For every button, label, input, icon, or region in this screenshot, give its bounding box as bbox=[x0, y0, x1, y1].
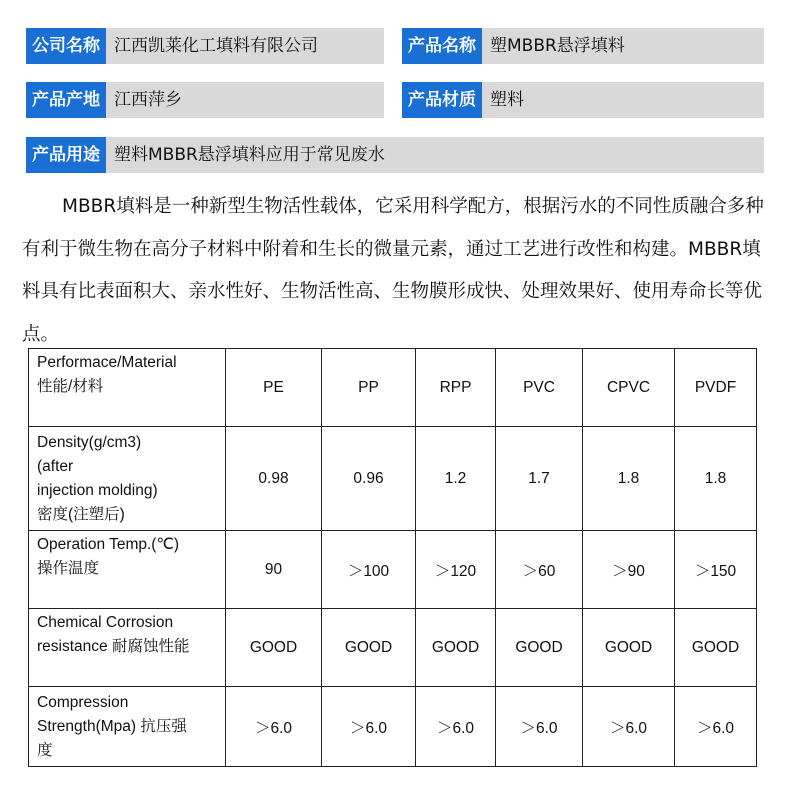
table-cell: ＞60 bbox=[496, 531, 583, 609]
row-label-line: 操作温度 bbox=[37, 560, 100, 577]
row-label-line: 度 bbox=[37, 741, 53, 759]
table-cell: ＞6.0 bbox=[416, 687, 496, 767]
header-label-cell bbox=[29, 349, 226, 427]
product-row bbox=[402, 28, 764, 64]
company-value: 江西凯莱化工填料有限公司 bbox=[106, 28, 384, 64]
row-label-line: Density(g/cm3) bbox=[37, 433, 142, 451]
material-header: PP bbox=[322, 349, 416, 427]
table-cell: GOOD bbox=[226, 609, 322, 687]
table-cell: 1.8 bbox=[583, 427, 675, 531]
intro-paragraph: MBBR填料是一种新型生物活性载体，它采用科学配方，根据污水的不同性质融合多种有利于微生物在高分子材料中附着和生长的微量元素，通过工艺进行改性和构建。MBBR填料具有比表面积大、亲水性好、生物活性高、生物膜形成快、处理效果好、使用寿命长等优点。 bbox=[22, 196, 764, 345]
usage-row bbox=[26, 137, 764, 173]
material-header: PE bbox=[226, 349, 322, 427]
table-row bbox=[29, 531, 757, 609]
table-cell: 1.7 bbox=[496, 427, 583, 531]
material-header: RPP bbox=[416, 349, 496, 427]
origin-label: 产品产地 bbox=[26, 82, 106, 118]
table-cell: ＞6.0 bbox=[675, 687, 757, 767]
table-cell: GOOD bbox=[322, 609, 416, 687]
row-label-line: 密度(注塑后) bbox=[37, 505, 125, 523]
product-label: 产品名称 bbox=[402, 28, 482, 64]
header-label-en: Performace/Material bbox=[37, 354, 177, 371]
origin-value: 江西萍乡 bbox=[106, 82, 384, 118]
table-cell: GOOD bbox=[675, 609, 757, 687]
row-label-line: injection molding) bbox=[37, 481, 158, 499]
table-cell: ＞6.0 bbox=[226, 687, 322, 767]
row-label-line: (after bbox=[37, 457, 74, 475]
material-header: PVDF bbox=[675, 349, 757, 427]
row-label-cell bbox=[29, 427, 226, 531]
origin-row bbox=[26, 82, 384, 118]
table-cell: ＞90 bbox=[583, 531, 675, 609]
row-label-cell bbox=[29, 609, 226, 687]
row-label-line: resistance 耐腐蚀性能 bbox=[37, 638, 190, 655]
product-value: 塑MBBR悬浮填料 bbox=[482, 28, 764, 64]
table-cell: ＞120 bbox=[416, 531, 496, 609]
company-row bbox=[26, 28, 384, 64]
table-cell: GOOD bbox=[583, 609, 675, 687]
table-cell: 1.8 bbox=[675, 427, 757, 531]
table-cell: ＞100 bbox=[322, 531, 416, 609]
table-cell: 0.96 bbox=[322, 427, 416, 531]
table-cell: 1.2 bbox=[416, 427, 496, 531]
usage-value: 塑料MBBR悬浮填料应用于常见废水 bbox=[106, 137, 764, 173]
table-row bbox=[29, 687, 757, 767]
material-value: 塑料 bbox=[482, 82, 764, 118]
table-header-row bbox=[29, 349, 757, 427]
table-cell: ＞6.0 bbox=[322, 687, 416, 767]
table-cell: 90 bbox=[226, 531, 322, 609]
table-cell: ＞150 bbox=[675, 531, 757, 609]
row-label-cell bbox=[29, 531, 226, 609]
material-row bbox=[402, 82, 764, 118]
table-cell: ＞6.0 bbox=[583, 687, 675, 767]
usage-label: 产品用途 bbox=[26, 137, 106, 173]
row-label-line: Compression bbox=[37, 693, 129, 711]
table-cell: ＞6.0 bbox=[496, 687, 583, 767]
header-label-cn: 性能/材料 bbox=[37, 378, 104, 395]
table-cell: GOOD bbox=[416, 609, 496, 687]
material-label: 产品材质 bbox=[402, 82, 482, 118]
company-label: 公司名称 bbox=[26, 28, 106, 64]
row-label-line: Strength(Mpa) 抗压强 bbox=[37, 717, 187, 735]
table-row bbox=[29, 609, 757, 687]
material-header: PVC bbox=[496, 349, 583, 427]
table-cell: 0.98 bbox=[226, 427, 322, 531]
row-label-line: Chemical Corrosion bbox=[37, 614, 174, 631]
table-row bbox=[29, 427, 757, 531]
spec-table bbox=[28, 348, 757, 767]
table-cell: GOOD bbox=[496, 609, 583, 687]
material-header: CPVC bbox=[583, 349, 675, 427]
row-label-cell bbox=[29, 687, 226, 767]
row-label-line: Operation Temp.(℃) bbox=[37, 536, 180, 553]
